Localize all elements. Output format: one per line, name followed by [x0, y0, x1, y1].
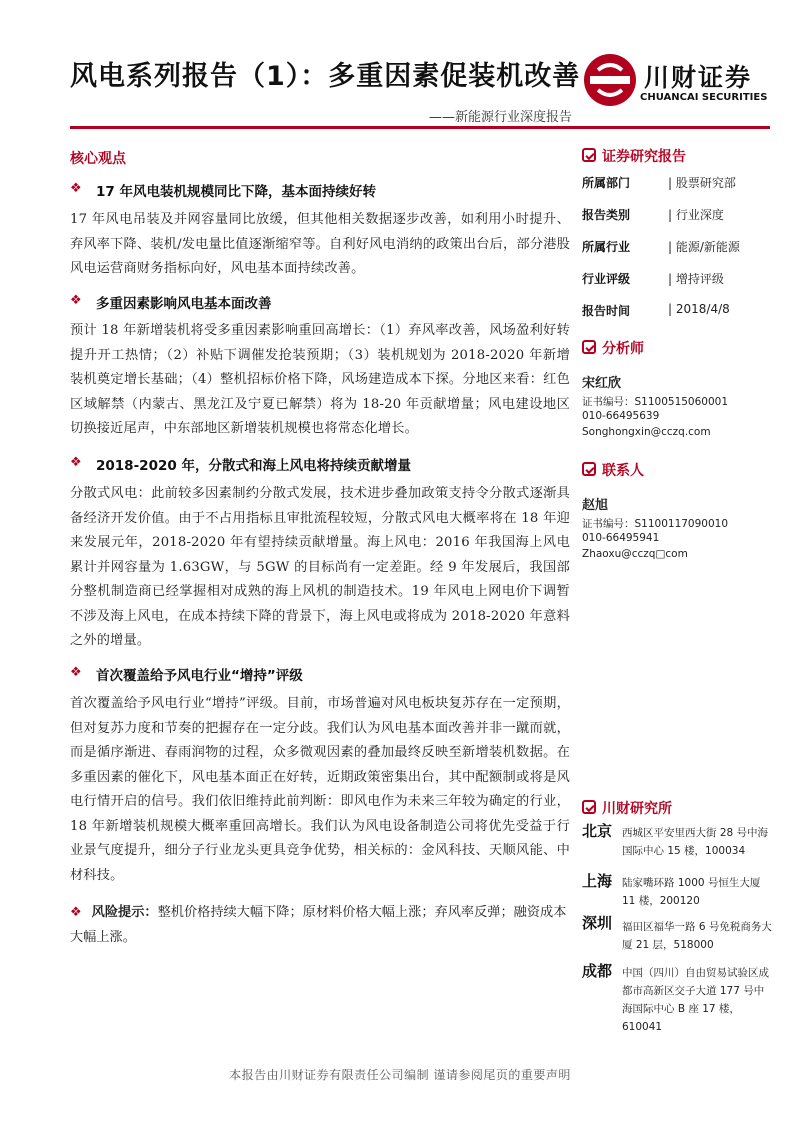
section-body-2: 预计 18 年新增装机将受多重因素影响重回高增长：（1）弃风率改善，风场盈利好转提升开工热情；（2）补贴下调催发抢装预期；（3）装机规划为 2018-2020 年新增装机奠定增长基础；（4）整机招标价格下降，风场建造成本下探。分地区来看：红色区域解禁（内蒙古、黑龙江及宁夏已解禁）将为 18-20 年贡献增量；风电建设地区切换接近尾声，中东部地区新增装机规模也将常态化增长。	[70, 323, 570, 436]
company-logo	[582, 52, 772, 112]
main-column	[70, 146, 570, 945]
contact-section-title: 联系人	[582, 460, 644, 480]
section-heading-1: ❖ 17 年风电装机规模同比下降，基本面持续好转	[70, 181, 376, 200]
chuancai-logo-icon	[582, 52, 638, 108]
analyst-cert: 证书编号：S1100515060001	[582, 396, 729, 408]
office-address-chengdu: 中国（四川）自由贸易试验区成都市高新区交子大道 177 号中海国际中心 B 座 17 楼，610041	[622, 967, 769, 1033]
section-heading-3: ❖ 2018-2020 年，分散式和海上风电将持续贡献增量	[70, 455, 411, 474]
diamond-bullet-icon: ❖	[70, 905, 82, 920]
office-address-shenzhen: 福田区福华一路 6 号免税商务大厦 21 层，518000	[622, 921, 772, 951]
office-address-beijing: 西城区平安里西大街 28 号中海国际中心 15 楼，100034	[622, 827, 769, 857]
analyst-section-title: 分析师	[582, 338, 644, 358]
section-body-1: 17 年风电吊装及并网容量同比放缓，但其他相关数据逐步改善，如利用小时提升、弃风率下降、装机/发电量比值逐渐缩窄等。自利好风电消纳的政策出台后，部分港股风电运营商财务指标向好，风电基本面持续改善。	[70, 212, 570, 276]
contact-phone: 010-66495941	[582, 532, 660, 544]
risk-label: 风险提示：	[91, 905, 158, 920]
report-title: 风电系列报告（1）：多重因素促装机改善	[70, 61, 581, 92]
institute-section-title: 川财研究所	[582, 798, 672, 818]
info-row: 所属部门 | 股票研究部	[582, 176, 736, 190]
risk-warning	[70, 901, 570, 950]
report-info-table	[582, 174, 772, 334]
checkbox-icon	[582, 462, 596, 476]
contact-email[interactable]: Zhaoxu@cczq□com	[582, 548, 688, 560]
page-footer: 本报告由川财证券有限责任公司编制 谨请参阅尾页的重要声明	[229, 1068, 571, 1082]
diamond-bullet-icon: ❖	[70, 293, 82, 308]
diamond-bullet-icon: ❖	[70, 181, 82, 196]
checkbox-icon	[582, 800, 596, 814]
office-city-beijing: 北京	[582, 822, 613, 840]
section-body-4: 首次覆盖给予风电行业“增持”评级。目前，市场普遍对风电板块复苏存在一定预期，但对复苏力度和节奏的把握存在一定分歧。我们认为风电基本面改善并非一蹴而就，而是循序渐进、春雨润物的过程，众多微观因素的叠加最终反映至新增装机数据。在多重因素的催化下，风电基本面正在好转，近期政策密集出台，其中配额制或将是风电行情开启的信号。我们依旧维持此前判断：即风电作为未来三年较为确定的行业，18 年新增装机规模大概率重回高增长。我们认为风电设备制造公司将优先受益于行业景气度提升，细分子行业龙头更具竞争优势，相关标的：金风科技、天顺风能、中材科技。	[70, 696, 570, 883]
section-body-3: 分散式风电：此前较多因素制约分散式发展，技术进步叠加政策支持令分散式逐渐具备经济开发价值。由于不占用指标且审批流程较短，分散式风电大概率将在 18 年迎来发展元年，2018-2020 年有望持续贡献增量。海上风电：2016 年我国海上风电累计并网容量为 1.63GW，与 5GW 的目标尚有一定差距。经 9 年发展后，我国部分整机制造商已经掌握相对成熟的海上风机的制造技术。19 年风电上网电价下调暂不涉及海上风电，在成本持续下降的背景下，海上风电或将成为 2018-2020 年意料之外的增量。	[70, 486, 570, 648]
office-address-shanghai: 陆家嘴环路 1000 号恒生大厦 11 楼，200120	[622, 877, 761, 907]
contact-cert: 证书编号：S1100117090010	[582, 518, 729, 530]
section-heading-2: ❖ 多重因素影响风电基本面改善	[70, 293, 272, 312]
contact-name: 赵旭	[582, 498, 609, 513]
logo-english-name: CHUANCAI SECURITIES	[640, 92, 768, 103]
checkbox-icon	[582, 148, 596, 162]
info-row: 报告类别 | 行业深度	[582, 208, 724, 222]
sidebar	[582, 146, 772, 1033]
office-city-shanghai: 上海	[582, 872, 613, 890]
logo-chinese-name: 川财证券	[644, 63, 753, 92]
report-subtitle: ——新能源行业深度报告	[428, 110, 572, 125]
office-city-shenzhen: 深圳	[582, 914, 613, 932]
analyst-name: 宋红欣	[582, 376, 622, 391]
office-city-chengdu: 成都	[582, 962, 613, 980]
info-row: 行业评级 | 增持评级	[582, 272, 724, 286]
analyst-email[interactable]: Songhongxin@cczq.com	[582, 426, 711, 438]
core-views-title: 核心观点	[70, 151, 126, 167]
sidebar-report-title: 证券研究报告	[582, 146, 772, 166]
header-divider	[70, 126, 770, 129]
info-row: 报告时间 | 2018/4/8	[582, 302, 730, 318]
risk-text: 整机价格持续大幅下降；原材料价格大幅上涨；弃风率反弹；融资成本大幅上涨。	[70, 905, 567, 945]
section-heading-4: ❖ 首次覆盖给予风电行业“增持”评级	[70, 665, 303, 684]
checkbox-icon	[582, 340, 596, 354]
diamond-bullet-icon: ❖	[70, 455, 82, 470]
diamond-bullet-icon: ❖	[70, 665, 82, 680]
analyst-phone: 010-66495639	[582, 410, 660, 422]
info-row: 所属行业 | 能源/新能源	[582, 240, 740, 254]
